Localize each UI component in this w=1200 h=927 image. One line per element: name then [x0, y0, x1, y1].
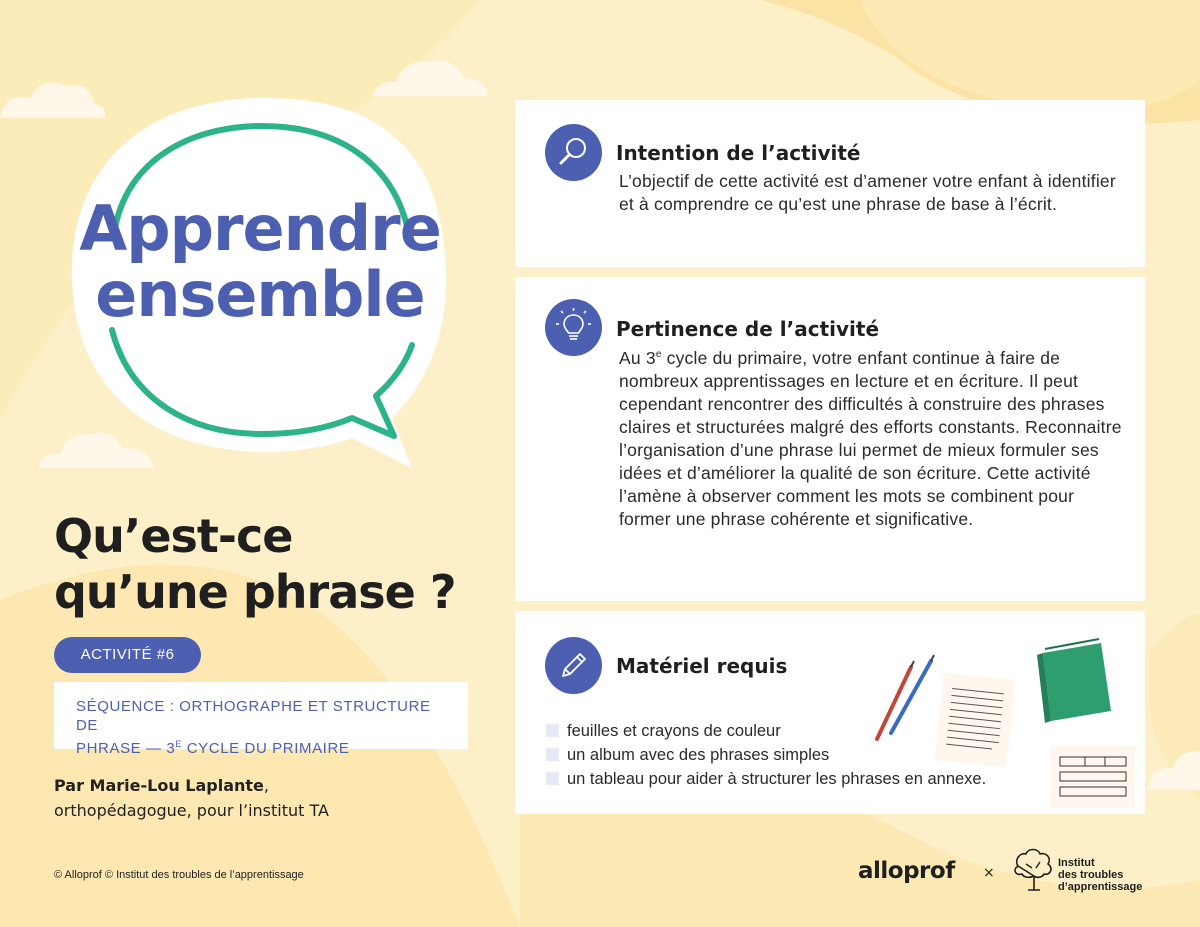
- sequence-line-2: [76, 735, 448, 758]
- page-title-line-1: Qu’est-ce: [54, 509, 293, 563]
- institut-logo-line-2: des troubles: [1058, 869, 1124, 881]
- materials-item-1: feuilles et crayons de couleur: [567, 722, 781, 740]
- intention-heading: Intention de l’activité: [616, 141, 861, 165]
- lightbulb-icon: [545, 299, 602, 356]
- times-symbol: ×: [983, 865, 995, 881]
- institut-logo-line-3: d’apprentissage: [1058, 881, 1143, 893]
- author-name: Par Marie-Lou Laplante: [54, 776, 264, 795]
- intention-card: [515, 100, 1145, 267]
- activity-badge: ACTIVITÉ #6: [54, 637, 201, 673]
- materials-item-3: un tableau pour aider à structurer les phrases en annexe.: [567, 770, 987, 788]
- page-title: [54, 508, 494, 620]
- author-comma: ,: [263, 776, 269, 795]
- checkbox-square: [546, 724, 559, 737]
- pertinence-heading: Pertinence de l’activité: [616, 317, 880, 341]
- page-title-line-2: qu’une phrase ?: [54, 565, 456, 619]
- institut-tree-brain-icon: [1010, 846, 1056, 894]
- pertinence-body-post: cycle du primaire, votre enfant continue à faire de nombreux apprentissages en lecture et en écriture. Il peut cependant rencontrer des difficultés à construire des phrases claires et structurées malgré des efforts constants. Reconnaitre l’organisation d’une phrase lui permet de mieux formuler ses idées et d’améliorer la qualité de son écriture. Cette activité l’amène à observer comment les mots se combinent pour former une phrase cohérente et significative.: [619, 348, 1122, 529]
- materials-list: [546, 719, 1066, 791]
- bubble-title-line-1: Apprendre: [79, 192, 441, 265]
- materiel-heading: Matériel requis: [616, 654, 788, 678]
- pencil-icon: [545, 637, 602, 694]
- list-item: [546, 767, 1066, 791]
- list-item: [546, 719, 1066, 743]
- bubble-title: [60, 192, 460, 331]
- pertinence-superscript: e: [655, 349, 662, 361]
- pertinence-body-pre: Au 3: [619, 348, 656, 368]
- author-role: orthopédagogue, pour l’institut TA: [54, 801, 329, 820]
- sequence-line-1: SÉQUENCE : ORTHOGRAPHE ET STRUCTURE DE: [76, 698, 431, 734]
- book-illustration: [1037, 639, 1111, 723]
- materiel-card: [515, 611, 1145, 814]
- magnifier-icon: [545, 124, 602, 181]
- institut-logo-text: [1058, 857, 1168, 893]
- sequence-superscript: E: [175, 739, 182, 749]
- checkbox-square: [546, 748, 559, 761]
- copyright-text: © Alloprof © Institut des troubles de l’apprentissage: [54, 869, 304, 881]
- alloprof-logo: alloprof: [858, 858, 955, 884]
- materials-item-2: un album avec des phrases simples: [567, 746, 830, 764]
- pertinence-body: [619, 347, 1124, 531]
- institut-logo-line-1: Institut: [1058, 857, 1095, 869]
- list-item: [546, 743, 1066, 767]
- sequence-label: [54, 682, 468, 757]
- checkbox-square: [546, 772, 559, 785]
- cloud-shape: [38, 433, 154, 468]
- author-credit: [54, 773, 474, 823]
- sequence-line-2-post: CYCLE DU PRIMAIRE: [181, 740, 350, 757]
- sequence-line-2-pre: PHRASE — 3: [76, 740, 176, 757]
- bubble-title-line-2: ensemble: [95, 258, 425, 331]
- intention-body: L’objectif de cette activité est d’amener votre enfant à identifier et à comprendre ce qu’est une phrase de base à l’écrit.: [619, 171, 1116, 214]
- pertinence-card: [515, 277, 1145, 601]
